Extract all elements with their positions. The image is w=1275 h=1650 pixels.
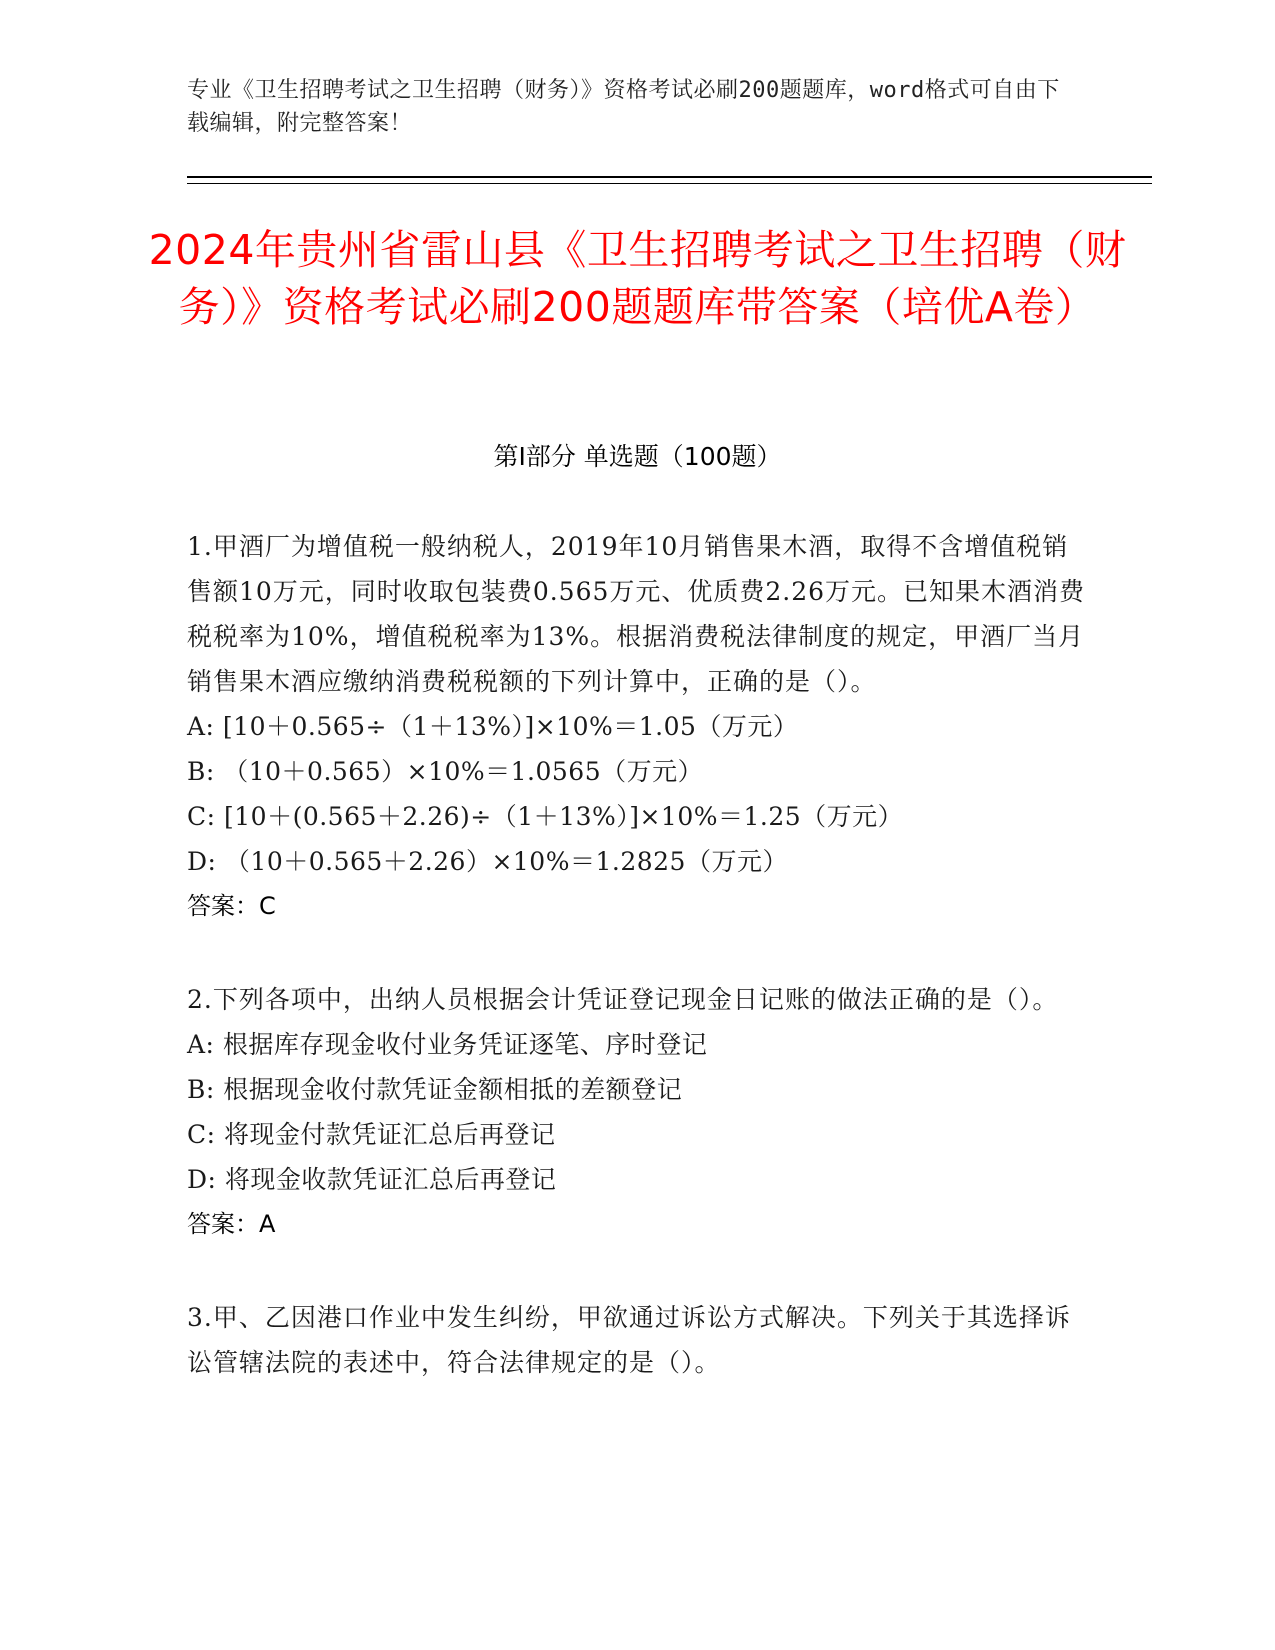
question-list	[187, 524, 1087, 1385]
question-item	[187, 1295, 1087, 1385]
header-rule-thin	[187, 183, 1152, 184]
question-option: D: （10＋0.565＋2.26）×10%＝1.2825（万元）	[187, 847, 788, 876]
question-option: B: （10＋0.565）×10%＝1.0565（万元）	[187, 757, 704, 786]
header-rule-thick	[187, 176, 1152, 178]
question-stem: 2.下列各项中，出纳人员根据会计凭证登记现金日记账的做法正确的是（）。	[187, 985, 1059, 1014]
question-stem: 1.甲酒厂为增值税一般纳税人，2019年10月销售果木酒，取得不含增值税销售额10万元，同时收取包装费0.565万元、优质费2.26万元。已知果木酒消费税税率为10%，增值税税率为13%。根据消费税法律制度的规定，甲酒厂当月销售果木酒应缴纳消费税税额的下列计算中，正确的是（）。	[187, 532, 1086, 696]
question-stem: 3.甲、乙因港口作业中发生纠纷，甲欲通过诉讼方式解决。下列关于其选择诉讼管辖法院的表述中，符合法律规定的是（）。	[187, 1303, 1071, 1377]
question-option: D: 将现金收款凭证汇总后再登记	[187, 1165, 557, 1194]
question-item	[187, 524, 1087, 929]
question-item	[187, 977, 1087, 1247]
question-option: C: 将现金付款凭证汇总后再登记	[187, 1120, 556, 1149]
header-note: 专业《卫生招聘考试之卫生招聘（财务）》资格考试必刷200题题库，word格式可自由下载编辑，附完整答案！	[187, 78, 1060, 136]
question-option: A: [10＋0.565÷（1＋13%）]×10%＝1.05（万元）	[187, 712, 799, 741]
document-title: 2024年贵州省雷山县《卫生招聘考试之卫生招聘（财务）》资格考试必刷200题题库带答案（培优A卷）	[148, 226, 1127, 331]
question-option: A: 根据库存现金收付业务凭证逐笔、序时登记	[187, 1030, 708, 1059]
question-option: B: 根据现金收付款凭证金额相抵的差额登记	[187, 1075, 683, 1104]
question-option: C: [10＋(0.565＋2.26)÷（1＋13%）]×10%＝1.25（万元）	[187, 802, 904, 831]
question-answer: 答案：A	[187, 1210, 276, 1238]
section-heading: 第I部分 单选题（100题）	[493, 442, 782, 471]
question-answer: 答案：C	[187, 892, 276, 920]
